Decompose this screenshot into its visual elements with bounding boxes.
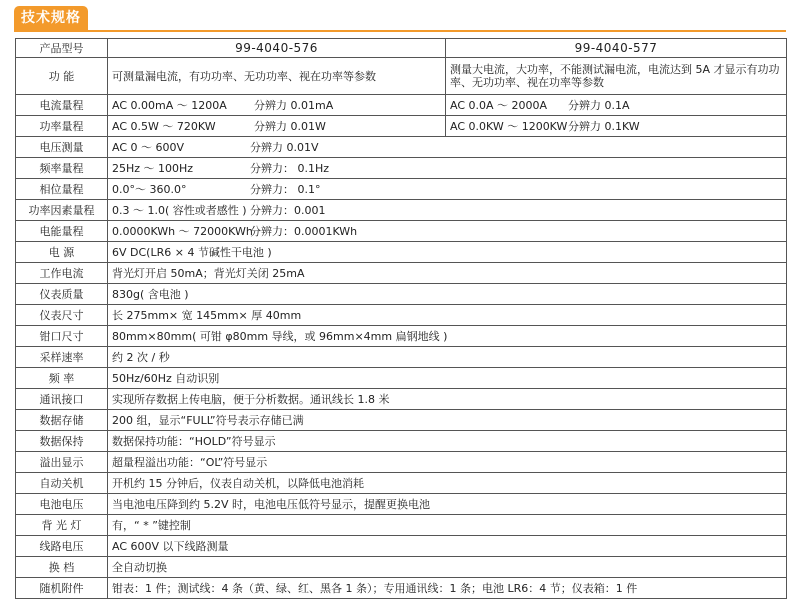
resolution-value: 分辨力 0.01W: [254, 119, 326, 133]
row-value: 50Hz/60Hz 自动识别: [108, 368, 787, 389]
row-label: 数据存储: [16, 410, 108, 431]
row-value: [108, 200, 787, 221]
row-label: 电 源: [16, 242, 108, 263]
table-row: [16, 578, 787, 599]
row-value: 全自动切换: [108, 557, 787, 578]
row-label: 电能量程: [16, 221, 108, 242]
table-row: [16, 410, 787, 431]
row-value: 背光灯开启 50mA；背光灯关闭 25mA: [108, 263, 787, 284]
row-value: 开机约 15 分钟后，仪表自动关机，以降低电池消耗: [108, 473, 787, 494]
row-value: 长 275mm× 宽 145mm× 厚 40mm: [108, 305, 787, 326]
row-value: 实现所存数据上传电脑，便于分析数据。通讯线长 1.8 米: [108, 389, 787, 410]
table-row: [16, 116, 787, 137]
row-value: 钳表：1 件；测试线：4 条（黄、绿、红、黑各 1 条）；专用通讯线：1 条；电池 LR6：4 节；仪表箱：1 件: [108, 578, 787, 599]
row-label: 相位量程: [16, 179, 108, 200]
model-a: 99-4040-576: [108, 39, 446, 58]
row-value: [108, 179, 787, 200]
row-label: 随机附件: [16, 578, 108, 599]
row-label: 功率因素量程: [16, 200, 108, 221]
table-row: [16, 263, 787, 284]
range-value: 25Hz ～ 100Hz: [112, 161, 194, 175]
row-value: [108, 221, 787, 242]
range-value: 0.3 ～ 1.0( 容性或者感性 ): [112, 203, 247, 217]
table-row-function: [16, 58, 787, 95]
table-row: [16, 347, 787, 368]
row-label: 频 率: [16, 368, 108, 389]
row-label: 功 能: [16, 58, 108, 95]
row-label: 钳口尺寸: [16, 326, 108, 347]
row-value: 80mm×80mm( 可钳 φ80mm 导线，或 96mm×4mm 扁钢地线 ): [108, 326, 787, 347]
range-value: AC 0.0KW ～ 1200KW: [450, 119, 568, 133]
row-label: 电池电压: [16, 494, 108, 515]
row-value: 约 2 次 / 秒: [108, 347, 787, 368]
row-value: 当电池电压降到约 5.2V 时，电池电压低符号显示，提醒更换电池: [108, 494, 787, 515]
range-value: AC 0 ～ 600V: [112, 140, 185, 154]
table-row: [16, 431, 787, 452]
row-label: 频率量程: [16, 158, 108, 179]
section-divider: [14, 30, 786, 32]
cell-model-b: [446, 95, 787, 116]
row-label: 背 光 灯: [16, 515, 108, 536]
function-a: 可测量漏电流，有功功率、无功功率、视在功率等参数: [108, 58, 446, 95]
table-row: [16, 137, 787, 158]
row-value: 6V DC(LR6 × 4 节碱性干电池 ): [108, 242, 787, 263]
row-label: 采样速率: [16, 347, 108, 368]
resolution-value: 分辨力：0.001: [250, 203, 326, 217]
cell-model-b: [446, 116, 787, 137]
row-label: 自动关机: [16, 473, 108, 494]
table-row: [16, 284, 787, 305]
row-label: 电流量程: [16, 95, 108, 116]
row-label: 仪表尺寸: [16, 305, 108, 326]
section-title: 技术规格: [14, 6, 88, 30]
row-label: 溢出显示: [16, 452, 108, 473]
range-value: 0.0000KWh ～ 72000KWh: [112, 224, 253, 238]
row-label: 仪表质量: [16, 284, 108, 305]
function-b: 测量大电流，大功率，不能测试漏电流，电流达到 5A 才显示有功功率、无功功率、视在功率等参数: [446, 58, 787, 95]
row-value: [108, 137, 787, 158]
cell-model-a: [108, 95, 446, 116]
spec-table: [15, 38, 787, 599]
row-value: 830g( 含电池 ): [108, 284, 787, 305]
table-row: [16, 473, 787, 494]
row-label: 数据保持: [16, 431, 108, 452]
row-label: 工作电流: [16, 263, 108, 284]
row-value: 超量程溢出功能：“OL”符号显示: [108, 452, 787, 473]
cell-model-a: [108, 116, 446, 137]
row-value: AC 600V 以下线路测量: [108, 536, 787, 557]
table-row: [16, 452, 787, 473]
table-row: [16, 305, 787, 326]
resolution-value: 分辨力 0.1KW: [568, 119, 640, 133]
table-row: [16, 389, 787, 410]
table-row: [16, 200, 787, 221]
resolution-value: 分辨力 0.1A: [568, 98, 630, 112]
row-label: 电压测量: [16, 137, 108, 158]
row-value: 有，“ * ”键控制: [108, 515, 787, 536]
table-row: [16, 95, 787, 116]
row-value: 数据保持功能：“HOLD”符号显示: [108, 431, 787, 452]
table-row: [16, 179, 787, 200]
range-value: AC 0.5W ～ 720KW: [112, 119, 216, 133]
row-label: 通讯接口: [16, 389, 108, 410]
table-row: [16, 515, 787, 536]
row-value: [108, 158, 787, 179]
table-row: [16, 242, 787, 263]
table-row: [16, 557, 787, 578]
table-row: [16, 158, 787, 179]
row-label: 换 档: [16, 557, 108, 578]
range-value: AC 0.00mA ～ 1200A: [112, 98, 227, 112]
model-b: 99-4040-577: [446, 39, 787, 58]
resolution-value: 分辨力：0.0001KWh: [250, 224, 358, 238]
table-row-model: [16, 39, 787, 58]
resolution-value: 分辨力 0.01V: [250, 140, 319, 154]
row-label: 产品型号: [16, 39, 108, 58]
resolution-value: 分辨力： 0.1Hz: [250, 161, 330, 175]
table-row: [16, 536, 787, 557]
resolution-value: 分辨力 0.01mA: [254, 98, 334, 112]
table-row: [16, 494, 787, 515]
row-label: 功率量程: [16, 116, 108, 137]
table-row: [16, 368, 787, 389]
table-row: [16, 326, 787, 347]
table-row: [16, 221, 787, 242]
resolution-value: 分辨力： 0.1°: [250, 182, 321, 196]
range-value: AC 0.0A ～ 2000A: [450, 98, 548, 112]
row-label: 线路电压: [16, 536, 108, 557]
range-value: 0.0°～ 360.0°: [112, 182, 187, 196]
row-value: 200 组，显示“FULL”符号表示存储已满: [108, 410, 787, 431]
